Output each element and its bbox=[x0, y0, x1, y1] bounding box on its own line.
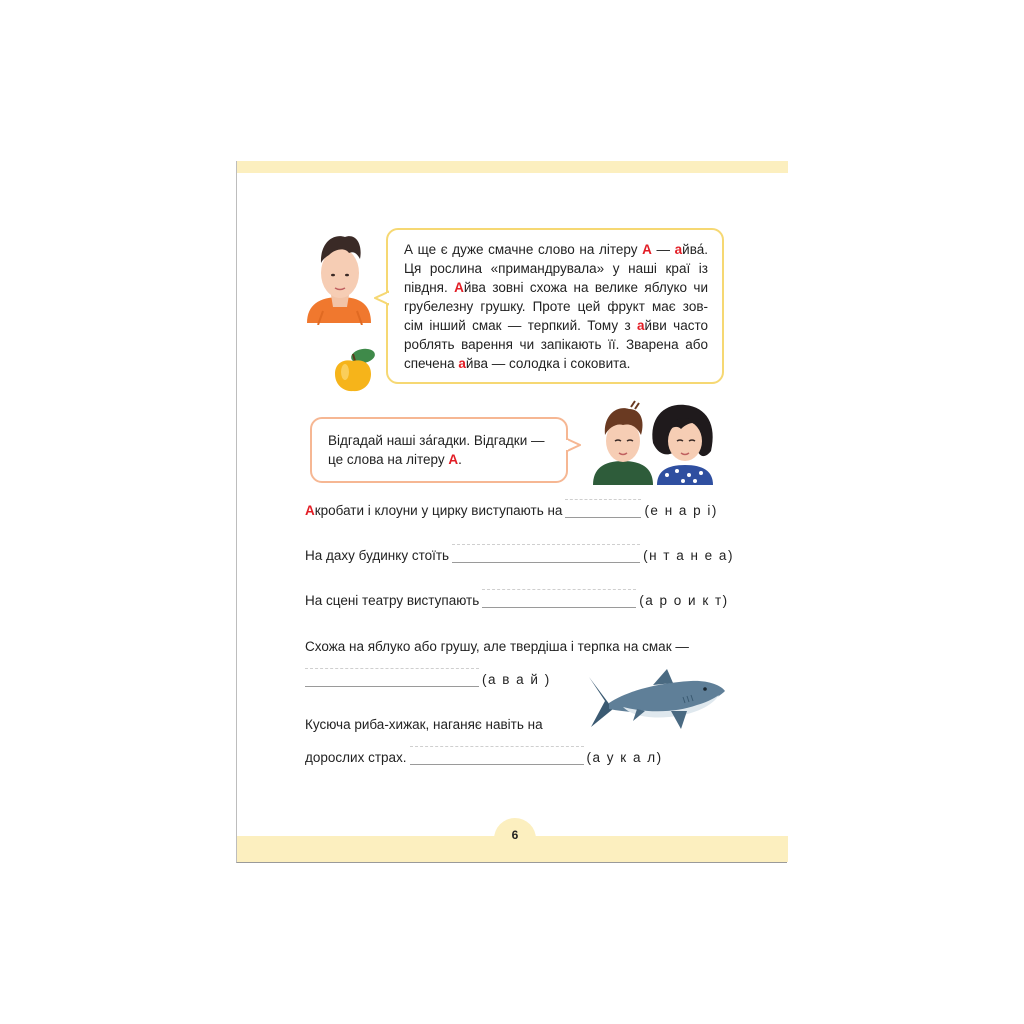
intro-line bbox=[404, 259, 708, 278]
shark-icon bbox=[587, 669, 727, 733]
riddle-4-text: Схожа на яблуко або грушу, але твердіша і терпка на смак — bbox=[305, 639, 689, 654]
intro-text-segment: йва — солодка і соковита. bbox=[465, 356, 631, 371]
riddle-4-question bbox=[305, 639, 689, 654]
intro-text-segment: йви часто bbox=[644, 318, 708, 333]
intro-text-segment: півдня. bbox=[404, 280, 455, 295]
workbook-page bbox=[236, 161, 787, 863]
intro-line bbox=[404, 240, 708, 259]
riddle-5-question bbox=[305, 717, 543, 732]
page-number-badge bbox=[494, 818, 536, 860]
answer-field-2[interactable] bbox=[452, 548, 640, 563]
riddle-5-text: Кусюча риба-хижак, наганяє навіть на bbox=[305, 717, 543, 732]
prompt-line-1: Відгадай наші за́гадки. Відгадки — bbox=[328, 433, 545, 448]
highlighted-letter: а bbox=[637, 318, 645, 333]
highlighted-letter: а bbox=[458, 356, 466, 371]
children-icon bbox=[591, 399, 723, 485]
quince-icon bbox=[329, 344, 379, 394]
highlighted-letter: А bbox=[454, 280, 464, 295]
top-band bbox=[237, 161, 788, 173]
intro-bubble bbox=[386, 228, 724, 384]
riddle-1-text: Акробати і клоуни у цирку виступають на bbox=[305, 503, 563, 518]
intro-line bbox=[404, 297, 708, 316]
prompt-line-2: це слова на літеру А. bbox=[328, 452, 462, 467]
riddle-2 bbox=[305, 548, 734, 563]
bubble-tail bbox=[374, 290, 390, 306]
intro-text-segment: йва зовні схожа на велике яблуко чи bbox=[463, 280, 708, 295]
riddle-4-letters: (а в а й ) bbox=[482, 672, 551, 687]
riddle-5-answer bbox=[305, 750, 663, 765]
riddle-2-text: На даху будинку стоїть bbox=[305, 548, 450, 563]
intro-text-segment: спечена bbox=[404, 356, 459, 371]
answer-field-4[interactable] bbox=[305, 672, 479, 687]
riddle-5-letters: (а у к а л) bbox=[586, 750, 663, 765]
highlighted-letter: а bbox=[674, 242, 683, 257]
riddle-3-text: На сцені театру виступають bbox=[305, 593, 480, 608]
bubble-tail bbox=[565, 437, 581, 453]
answer-field-3[interactable] bbox=[482, 593, 636, 608]
intro-text-segment: роблять варення чи запікають її. Зварена або bbox=[404, 337, 708, 352]
intro-text-segment: грубелезну грушку. Проте цей фрукт має зов- bbox=[404, 299, 708, 314]
highlighted-letter: А bbox=[642, 242, 652, 257]
answer-field-1[interactable] bbox=[565, 503, 641, 518]
prompt-bubble bbox=[310, 417, 568, 483]
intro-text-segment: сім інший смак — терпкий. Тому з bbox=[404, 318, 638, 333]
answer-field-5[interactable] bbox=[410, 750, 584, 765]
intro-line bbox=[404, 278, 708, 297]
intro-line bbox=[404, 354, 708, 373]
riddle-2-letters: (н т а н е а) bbox=[643, 548, 734, 563]
intro-line bbox=[404, 316, 708, 335]
riddle-1 bbox=[305, 503, 718, 518]
riddle-5-text-2: дорослих страх. bbox=[305, 750, 407, 765]
intro-text-segment: йва́. bbox=[682, 242, 708, 257]
intro-text-segment: А ще є дуже смачне слово на літеру bbox=[404, 242, 643, 257]
riddle-4-answer bbox=[305, 672, 551, 687]
intro-text-segment: — bbox=[651, 242, 675, 257]
riddle-3-letters: (а р о и к т) bbox=[639, 593, 729, 608]
intro-text-segment: Ця рослина «примандрувала» у наші краї із bbox=[404, 261, 708, 276]
riddle-1-letters: (е н а р і) bbox=[644, 503, 718, 518]
boy-icon bbox=[303, 225, 377, 325]
intro-text bbox=[404, 240, 708, 373]
page-number: 6 bbox=[511, 828, 519, 842]
intro-line bbox=[404, 335, 708, 354]
riddle-3 bbox=[305, 593, 729, 608]
